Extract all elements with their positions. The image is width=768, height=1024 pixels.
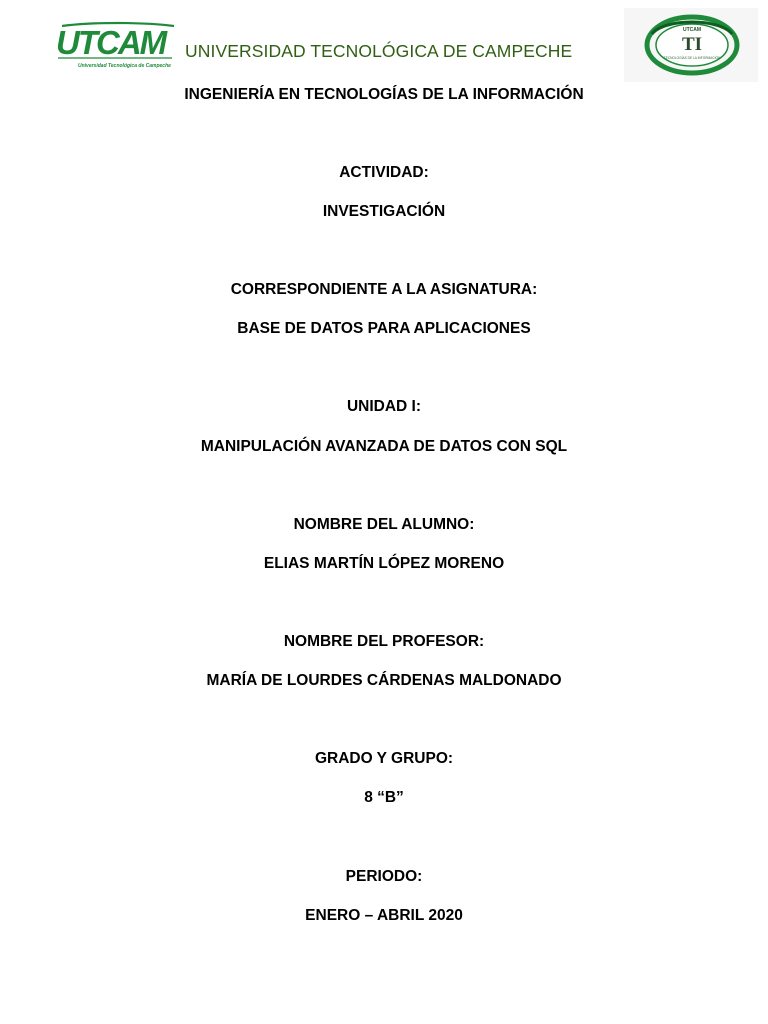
group-value: 8 “B” xyxy=(364,789,404,806)
university-name: UNIVERSIDAD TECNOLÓGICA DE CAMPECHE xyxy=(185,41,573,61)
utcam-logo-subtext: Universidad Tecnológica de Campeche xyxy=(78,63,171,69)
utcam-logo xyxy=(52,20,176,72)
group-label: GRADO Y GRUPO: xyxy=(314,750,454,767)
student-label: NOMBRE DEL ALUMNO: xyxy=(293,516,475,533)
period-label: PERIODO: xyxy=(345,868,423,885)
career-title: INGENIERÍA EN TECNOLOGÍAS DE LA INFORMACIÓN xyxy=(184,86,584,103)
period-value: ENERO – ABRIL 2020 xyxy=(305,907,463,924)
ti-logo-top-text: UTCAM xyxy=(682,27,702,33)
ti-logo-graphic xyxy=(644,14,740,76)
teacher-label: NOMBRE DEL PROFESOR: xyxy=(283,633,485,650)
ti-logo-text: TI xyxy=(681,34,703,55)
subject-value: BASE DE DATOS PARA APLICACIONES xyxy=(237,320,531,337)
activity-label: ACTIVIDAD: xyxy=(339,164,429,181)
ti-logo-bottom-text: TECNOLOGÍAS DE LA INFORMACIÓN xyxy=(663,56,721,60)
student-value: ELIAS MARTÍN LÓPEZ MORENO xyxy=(263,555,505,572)
activity-value: INVESTIGACIÓN xyxy=(322,203,446,220)
subject-label: CORRESPONDIENTE A LA ASIGNATURA: xyxy=(230,281,538,298)
utcam-logo-text: UTCAM xyxy=(56,24,166,61)
unit-value: MANIPULACIÓN AVANZADA DE DATOS CON SQL xyxy=(200,438,568,455)
ti-logo xyxy=(624,8,758,82)
teacher-value: MARÍA DE LOURDES CÁRDENAS MALDONADO xyxy=(206,672,562,689)
unit-label: UNIDAD I: xyxy=(346,398,422,415)
document-header xyxy=(0,0,768,90)
